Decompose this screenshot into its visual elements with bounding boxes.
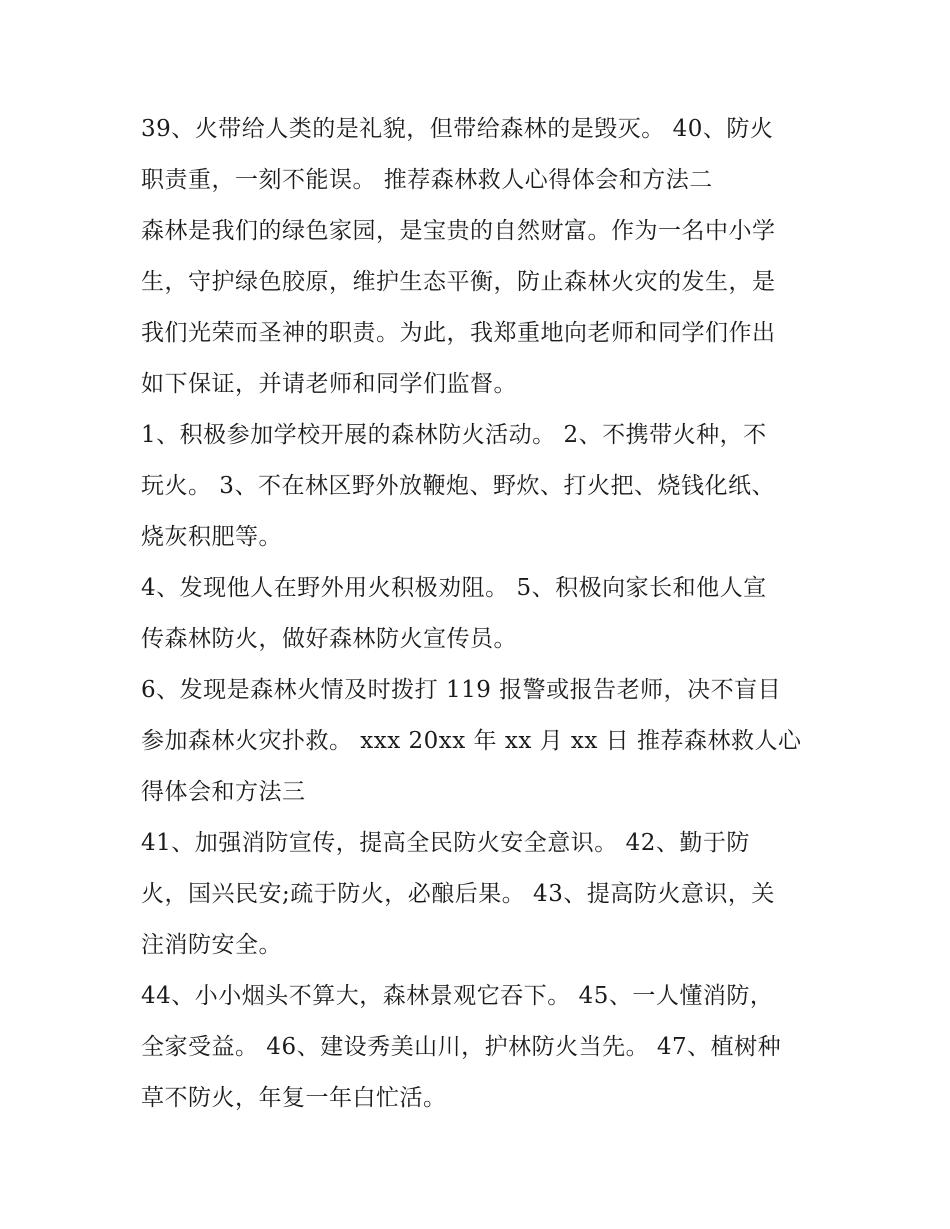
text-line: 1、积极参加学校开展的森林防火活动。 2、不携带火种，不 [141,422,767,448]
text-line: 如下保证，并请老师和同学们监督。 [141,371,517,397]
text-line: 全家受益。 46、建设秀美山川，护林防火当先。 47、植树种 [141,1034,782,1060]
text-line: 烧灰积肥等。 [141,524,282,550]
text-line: 39、火带给人类的是礼貌，但带给森林的是毁灭。 40、防火 [141,116,774,142]
text-line: 生，守护绿色胶原，维护生态平衡，防止森林火灾的发生，是 [141,269,776,295]
text-line: 44、小小烟头不算大，森林景观它吞下。 45、一人懂消防， [141,983,774,1009]
text-line: 我们光荣而圣神的职责。为此，我郑重地向老师和同学们作出 [141,320,776,346]
text-line: 玩火。 3、不在林区野外放鞭炮、野炊、打火把、烧钱化纸、 [141,473,775,499]
text-line: 6、发现是森林火情及时拨打 119 报警或报告老师，决不盲目 [141,677,782,703]
text-line: 火，国兴民安;疏于防火，必酿后果。 43、提高防火意识，关 [141,881,775,907]
document-body [141,104,821,1124]
text-line: 4、发现他人在野外用火积极劝阻。 5、积极向家长和他人宣 [141,575,767,601]
text-line: 草不防火，年复一年白忙活。 [141,1085,447,1111]
text-line: 传森林防火，做好森林防火宣传员。 [141,626,517,652]
text-line: 注消防安全。 [141,932,282,958]
text-line: 得体会和方法三 [141,779,306,805]
text-line: 参加森林火灾扑救。 xxx 20xx 年 xx 月 xx 日 推荐森林救人心 [141,728,802,754]
text-line: 职责重，一刻不能误。 推荐森林救人心得体会和方法二 [141,167,713,193]
text-line: 41、加强消防宣传，提高全民防火安全意识。 42、勤于防 [141,830,750,856]
text-line: 森林是我们的绿色家园，是宝贵的自然财富。作为一名中小学 [141,218,776,244]
